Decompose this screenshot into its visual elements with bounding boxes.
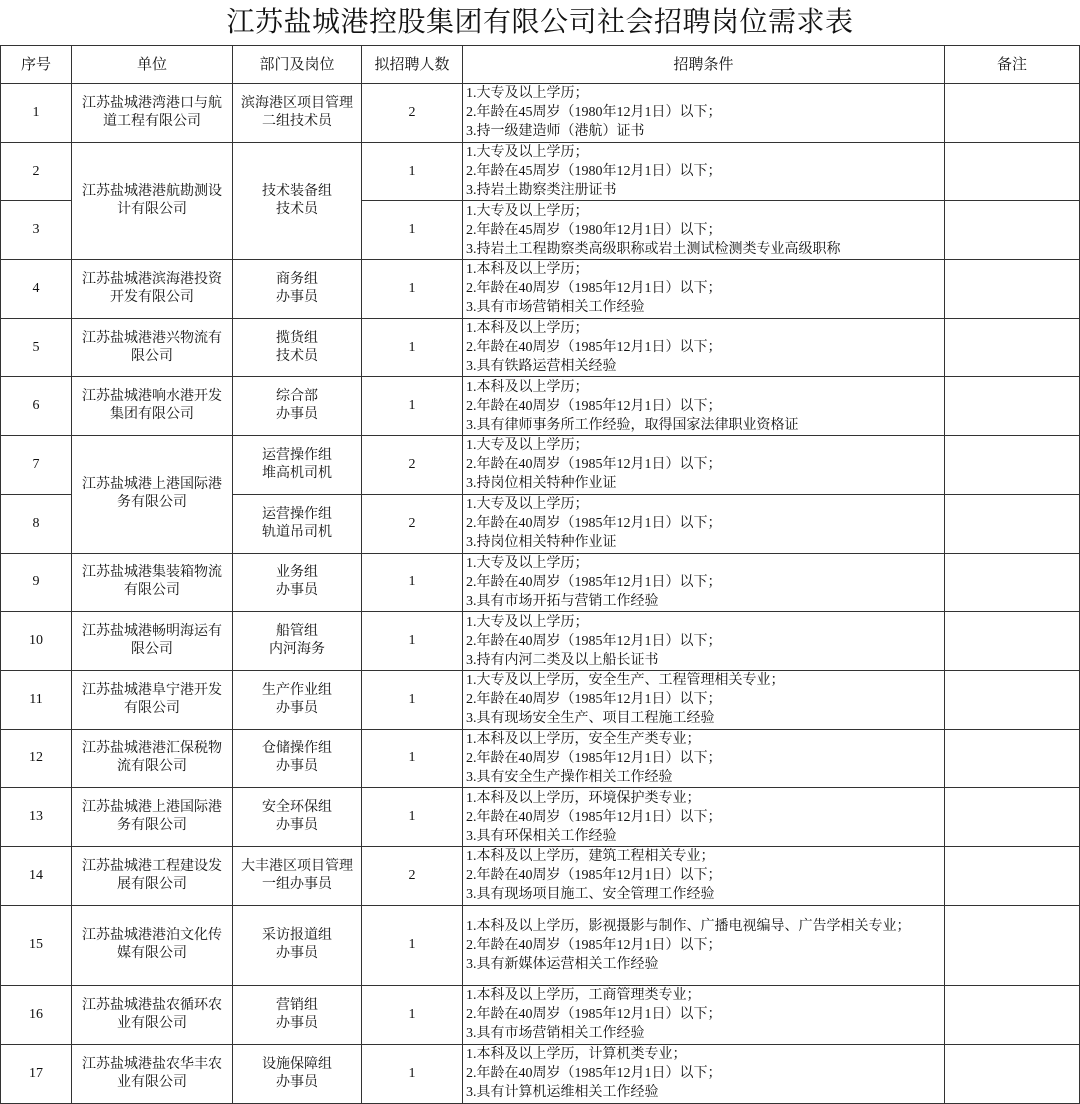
company-name: 江苏盐城港集装箱物流有限公司	[72, 554, 233, 613]
requirement-line: 2.年龄在40周岁（1985年12月1日）以下；	[466, 1007, 722, 1023]
remarks	[945, 201, 1080, 260]
company-name: 江苏盐城港港航勘测设计有限公司	[72, 143, 233, 260]
row-number: 9	[1, 554, 72, 613]
requirement-line: 3.具有市场营销相关工作经验	[466, 300, 645, 316]
department-label: 大丰港区项目管理	[241, 858, 353, 874]
company-name: 江苏盐城港响水港开发集团有限公司	[72, 377, 233, 436]
remarks	[945, 554, 1080, 613]
company-name: 江苏盐城港上港国际港务有限公司	[72, 436, 233, 553]
row-number: 6	[1, 377, 72, 436]
requirement-line: 1.本科及以上学历；	[466, 379, 589, 395]
remarks	[945, 495, 1080, 554]
requirement-line: 2.年龄在40周岁（1985年12月1日）以下；	[466, 868, 722, 884]
requirement-line: 1.本科及以上学历，建筑工程相关专业；	[466, 849, 715, 865]
header-department-position: 部门及岗位	[233, 46, 362, 84]
department-position	[233, 847, 362, 906]
requirement-line: 3.持有内河二类及以上船长证书	[466, 652, 659, 668]
remarks	[945, 730, 1080, 789]
requirement-line: 1.大专及以上学历；	[466, 438, 589, 454]
headcount: 1	[362, 554, 463, 613]
headcount: 1	[362, 260, 463, 319]
requirements	[463, 377, 945, 436]
requirement-line: 1.大专及以上学历；	[466, 86, 589, 102]
requirement-line: 3.持一级建造师（港航）证书	[466, 124, 645, 140]
requirement-line: 2.年龄在40周岁（1985年12月1日）以下；	[466, 398, 722, 414]
position-label: 办事员	[276, 700, 318, 716]
department-label: 业务组	[276, 565, 318, 581]
department-label: 设施保障组	[262, 1056, 332, 1072]
department-position	[233, 260, 362, 319]
department-position	[233, 730, 362, 789]
department-position	[233, 377, 362, 436]
department-position	[233, 788, 362, 847]
requirement-line: 3.持岩土勘察类注册证书	[466, 183, 617, 199]
remarks	[945, 906, 1080, 986]
requirement-line: 1.本科及以上学历；	[466, 321, 589, 337]
position-label: 办事员	[276, 818, 318, 834]
recruitment-table	[0, 45, 1080, 1104]
requirements	[463, 143, 945, 202]
remarks	[945, 84, 1080, 143]
requirement-line: 2.年龄在40周岁（1985年12月1日）以下；	[466, 281, 722, 297]
position-label: 办事员	[276, 946, 318, 962]
header-company: 单位	[72, 46, 233, 84]
headcount: 2	[362, 84, 463, 143]
requirement-line: 2.年龄在40周岁（1985年12月1日）以下；	[466, 574, 722, 590]
requirement-line: 3.具有市场开拓与营销工作经验	[466, 593, 659, 609]
requirement-line: 1.大专及以上学历；	[466, 203, 589, 219]
position-label: 内河海务	[269, 642, 325, 658]
requirement-line: 2.年龄在40周岁（1985年12月1日）以下；	[466, 340, 722, 356]
department-position	[233, 986, 362, 1045]
position-label: 轨道吊司机	[262, 524, 332, 540]
headcount: 2	[362, 495, 463, 554]
header-headcount: 拟招聘人数	[362, 46, 463, 84]
headcount: 1	[362, 201, 463, 260]
requirements	[463, 1045, 945, 1104]
company-name: 江苏盐城港港兴物流有限公司	[72, 319, 233, 378]
position-label: 办事员	[276, 407, 318, 423]
requirement-line: 3.具有市场营销相关工作经验	[466, 1026, 645, 1042]
requirements	[463, 84, 945, 143]
position-label: 办事员	[276, 759, 318, 775]
department-position	[233, 319, 362, 378]
requirement-line: 3.具有铁路运营相关经验	[466, 359, 617, 375]
remarks	[945, 986, 1080, 1045]
requirement-line: 1.本科及以上学历；	[466, 262, 589, 278]
row-number: 17	[1, 1045, 72, 1104]
row-number: 11	[1, 671, 72, 730]
department-label: 生产作业组	[262, 682, 332, 698]
department-label: 安全环保组	[262, 800, 332, 816]
position-label: 二组技术员	[262, 113, 332, 129]
department-label: 技术装备组	[262, 183, 332, 199]
department-label: 营销组	[276, 997, 318, 1013]
requirement-line: 1.大专及以上学历；	[466, 145, 589, 161]
headcount: 1	[362, 377, 463, 436]
requirement-line: 3.持岗位相关特种作业证	[466, 476, 617, 492]
position-label: 办事员	[276, 583, 318, 599]
department-position	[233, 495, 362, 554]
requirement-line: 2.年龄在40周岁（1985年12月1日）以下；	[466, 516, 722, 532]
requirements	[463, 260, 945, 319]
department-label: 运营操作组	[262, 447, 332, 463]
requirement-line: 1.本科及以上学历，安全生产类专业；	[466, 731, 701, 747]
department-label: 商务组	[276, 271, 318, 287]
requirement-line: 2.年龄在40周岁（1985年12月1日）以下；	[466, 1066, 722, 1082]
headcount: 1	[362, 730, 463, 789]
company-name: 江苏盐城港阜宁港开发有限公司	[72, 671, 233, 730]
company-name: 江苏盐城港滨海港投资开发有限公司	[72, 260, 233, 319]
requirement-line: 1.大专及以上学历；	[466, 614, 589, 630]
headcount: 1	[362, 788, 463, 847]
row-number: 5	[1, 319, 72, 378]
row-number: 7	[1, 436, 72, 495]
requirements	[463, 847, 945, 906]
row-number: 13	[1, 788, 72, 847]
requirement-line: 3.具有环保相关工作经验	[466, 828, 617, 844]
requirement-line: 1.大专及以上学历；	[466, 555, 589, 571]
requirements	[463, 788, 945, 847]
requirement-line: 1.大专及以上学历；	[466, 497, 589, 513]
position-label: 一组办事员	[262, 876, 332, 892]
headcount: 1	[362, 906, 463, 986]
row-number: 8	[1, 495, 72, 554]
company-name: 江苏盐城港港汇保税物流有限公司	[72, 730, 233, 789]
requirement-line: 3.具有新媒体运营相关工作经验	[466, 956, 659, 972]
department-position	[233, 143, 362, 260]
requirements	[463, 612, 945, 671]
department-label: 滨海港区项目管理	[241, 95, 353, 111]
remarks	[945, 671, 1080, 730]
requirement-line: 2.年龄在40周岁（1985年12月1日）以下；	[466, 750, 722, 766]
position-label: 办事员	[276, 289, 318, 305]
requirements	[463, 554, 945, 613]
row-number: 4	[1, 260, 72, 319]
requirement-line: 2.年龄在40周岁（1985年12月1日）以下；	[466, 809, 722, 825]
requirements	[463, 730, 945, 789]
department-position	[233, 436, 362, 495]
company-name: 江苏盐城港工程建设发展有限公司	[72, 847, 233, 906]
company-name: 江苏盐城港盐农华丰农业有限公司	[72, 1045, 233, 1104]
requirement-line: 1.本科及以上学历，环境保护类专业；	[466, 790, 701, 806]
remarks	[945, 377, 1080, 436]
company-name: 江苏盐城港港泊文化传媒有限公司	[72, 906, 233, 986]
requirement-line: 3.具有律师事务所工作经验，取得国家法律职业资格证	[466, 417, 799, 433]
department-label: 揽货组	[276, 330, 318, 346]
row-number: 16	[1, 986, 72, 1045]
headcount: 1	[362, 671, 463, 730]
department-position	[233, 1045, 362, 1104]
requirements	[463, 201, 945, 260]
requirement-line: 2.年龄在45周岁（1980年12月1日）以下；	[466, 164, 722, 180]
remarks	[945, 788, 1080, 847]
requirement-line: 2.年龄在40周岁（1985年12月1日）以下；	[466, 692, 722, 708]
company-name: 江苏盐城港湾港口与航道工程有限公司	[72, 84, 233, 143]
remarks	[945, 436, 1080, 495]
headcount: 1	[362, 319, 463, 378]
row-number: 10	[1, 612, 72, 671]
remarks	[945, 143, 1080, 202]
requirement-line: 3.持岩土工程勘察类高级职称或岩土测试检测类专业高级职称	[466, 241, 841, 257]
headcount: 1	[362, 1045, 463, 1104]
requirement-line: 3.具有现场项目施工、安全管理工作经验	[466, 887, 715, 903]
department-position	[233, 612, 362, 671]
requirement-line: 1.大专及以上学历，安全生产、工程管理相关专业；	[466, 673, 785, 689]
row-number: 1	[1, 84, 72, 143]
requirement-line: 2.年龄在40周岁（1985年12月1日）以下；	[466, 457, 722, 473]
remarks	[945, 319, 1080, 378]
company-name: 江苏盐城港盐农循环农业有限公司	[72, 986, 233, 1045]
requirements	[463, 986, 945, 1045]
requirement-line: 1.本科及以上学历，影视摄影与制作、广播电视编导、广告学相关专业；	[466, 918, 911, 934]
remarks	[945, 847, 1080, 906]
position-label: 堆高机司机	[262, 465, 332, 481]
requirement-line: 2.年龄在45周岁（1980年12月1日）以下；	[466, 105, 722, 121]
department-label: 船管组	[276, 624, 318, 640]
position-label: 技术员	[276, 201, 318, 217]
requirement-line: 3.具有计算机运维相关工作经验	[466, 1085, 659, 1101]
headcount: 1	[362, 986, 463, 1045]
requirements	[463, 671, 945, 730]
header-number: 序号	[1, 46, 72, 84]
headcount: 2	[362, 847, 463, 906]
row-number: 15	[1, 906, 72, 986]
requirements	[463, 906, 945, 986]
department-position	[233, 906, 362, 986]
department-label: 运营操作组	[262, 506, 332, 522]
remarks	[945, 612, 1080, 671]
position-label: 技术员	[276, 348, 318, 364]
requirement-line: 3.具有现场安全生产、项目工程施工经验	[466, 711, 715, 727]
requirement-line: 2.年龄在40周岁（1985年12月1日）以下；	[466, 937, 722, 953]
header-remarks: 备注	[945, 46, 1080, 84]
company-name: 江苏盐城港上港国际港务有限公司	[72, 788, 233, 847]
row-number: 2	[1, 143, 72, 202]
requirements	[463, 436, 945, 495]
department-position	[233, 84, 362, 143]
remarks	[945, 260, 1080, 319]
requirement-line: 3.具有安全生产操作相关工作经验	[466, 769, 673, 785]
department-position	[233, 671, 362, 730]
department-label: 综合部	[276, 389, 318, 405]
requirements	[463, 319, 945, 378]
requirement-line: 2.年龄在40周岁（1985年12月1日）以下；	[466, 633, 722, 649]
header-requirements: 招聘条件	[463, 46, 945, 84]
page-title: 江苏盐城港控股集团有限公司社会招聘岗位需求表	[226, 7, 854, 38]
headcount: 1	[362, 612, 463, 671]
row-number: 12	[1, 730, 72, 789]
requirement-line: 2.年龄在45周岁（1980年12月1日）以下；	[466, 222, 722, 238]
department-position	[233, 554, 362, 613]
headcount: 2	[362, 436, 463, 495]
company-name: 江苏盐城港畅明海运有限公司	[72, 612, 233, 671]
position-label: 办事员	[276, 1015, 318, 1031]
requirement-line: 1.本科及以上学历，计算机类专业；	[466, 1047, 687, 1063]
remarks	[945, 1045, 1080, 1104]
requirements	[463, 495, 945, 554]
position-label: 办事员	[276, 1074, 318, 1090]
department-label: 仓储操作组	[262, 741, 332, 757]
row-number: 3	[1, 201, 72, 260]
requirement-line: 1.本科及以上学历，工商管理类专业；	[466, 988, 701, 1004]
headcount: 1	[362, 143, 463, 202]
row-number: 14	[1, 847, 72, 906]
requirement-line: 3.持岗位相关特种作业证	[466, 535, 617, 551]
department-label: 采访报道组	[262, 928, 332, 944]
